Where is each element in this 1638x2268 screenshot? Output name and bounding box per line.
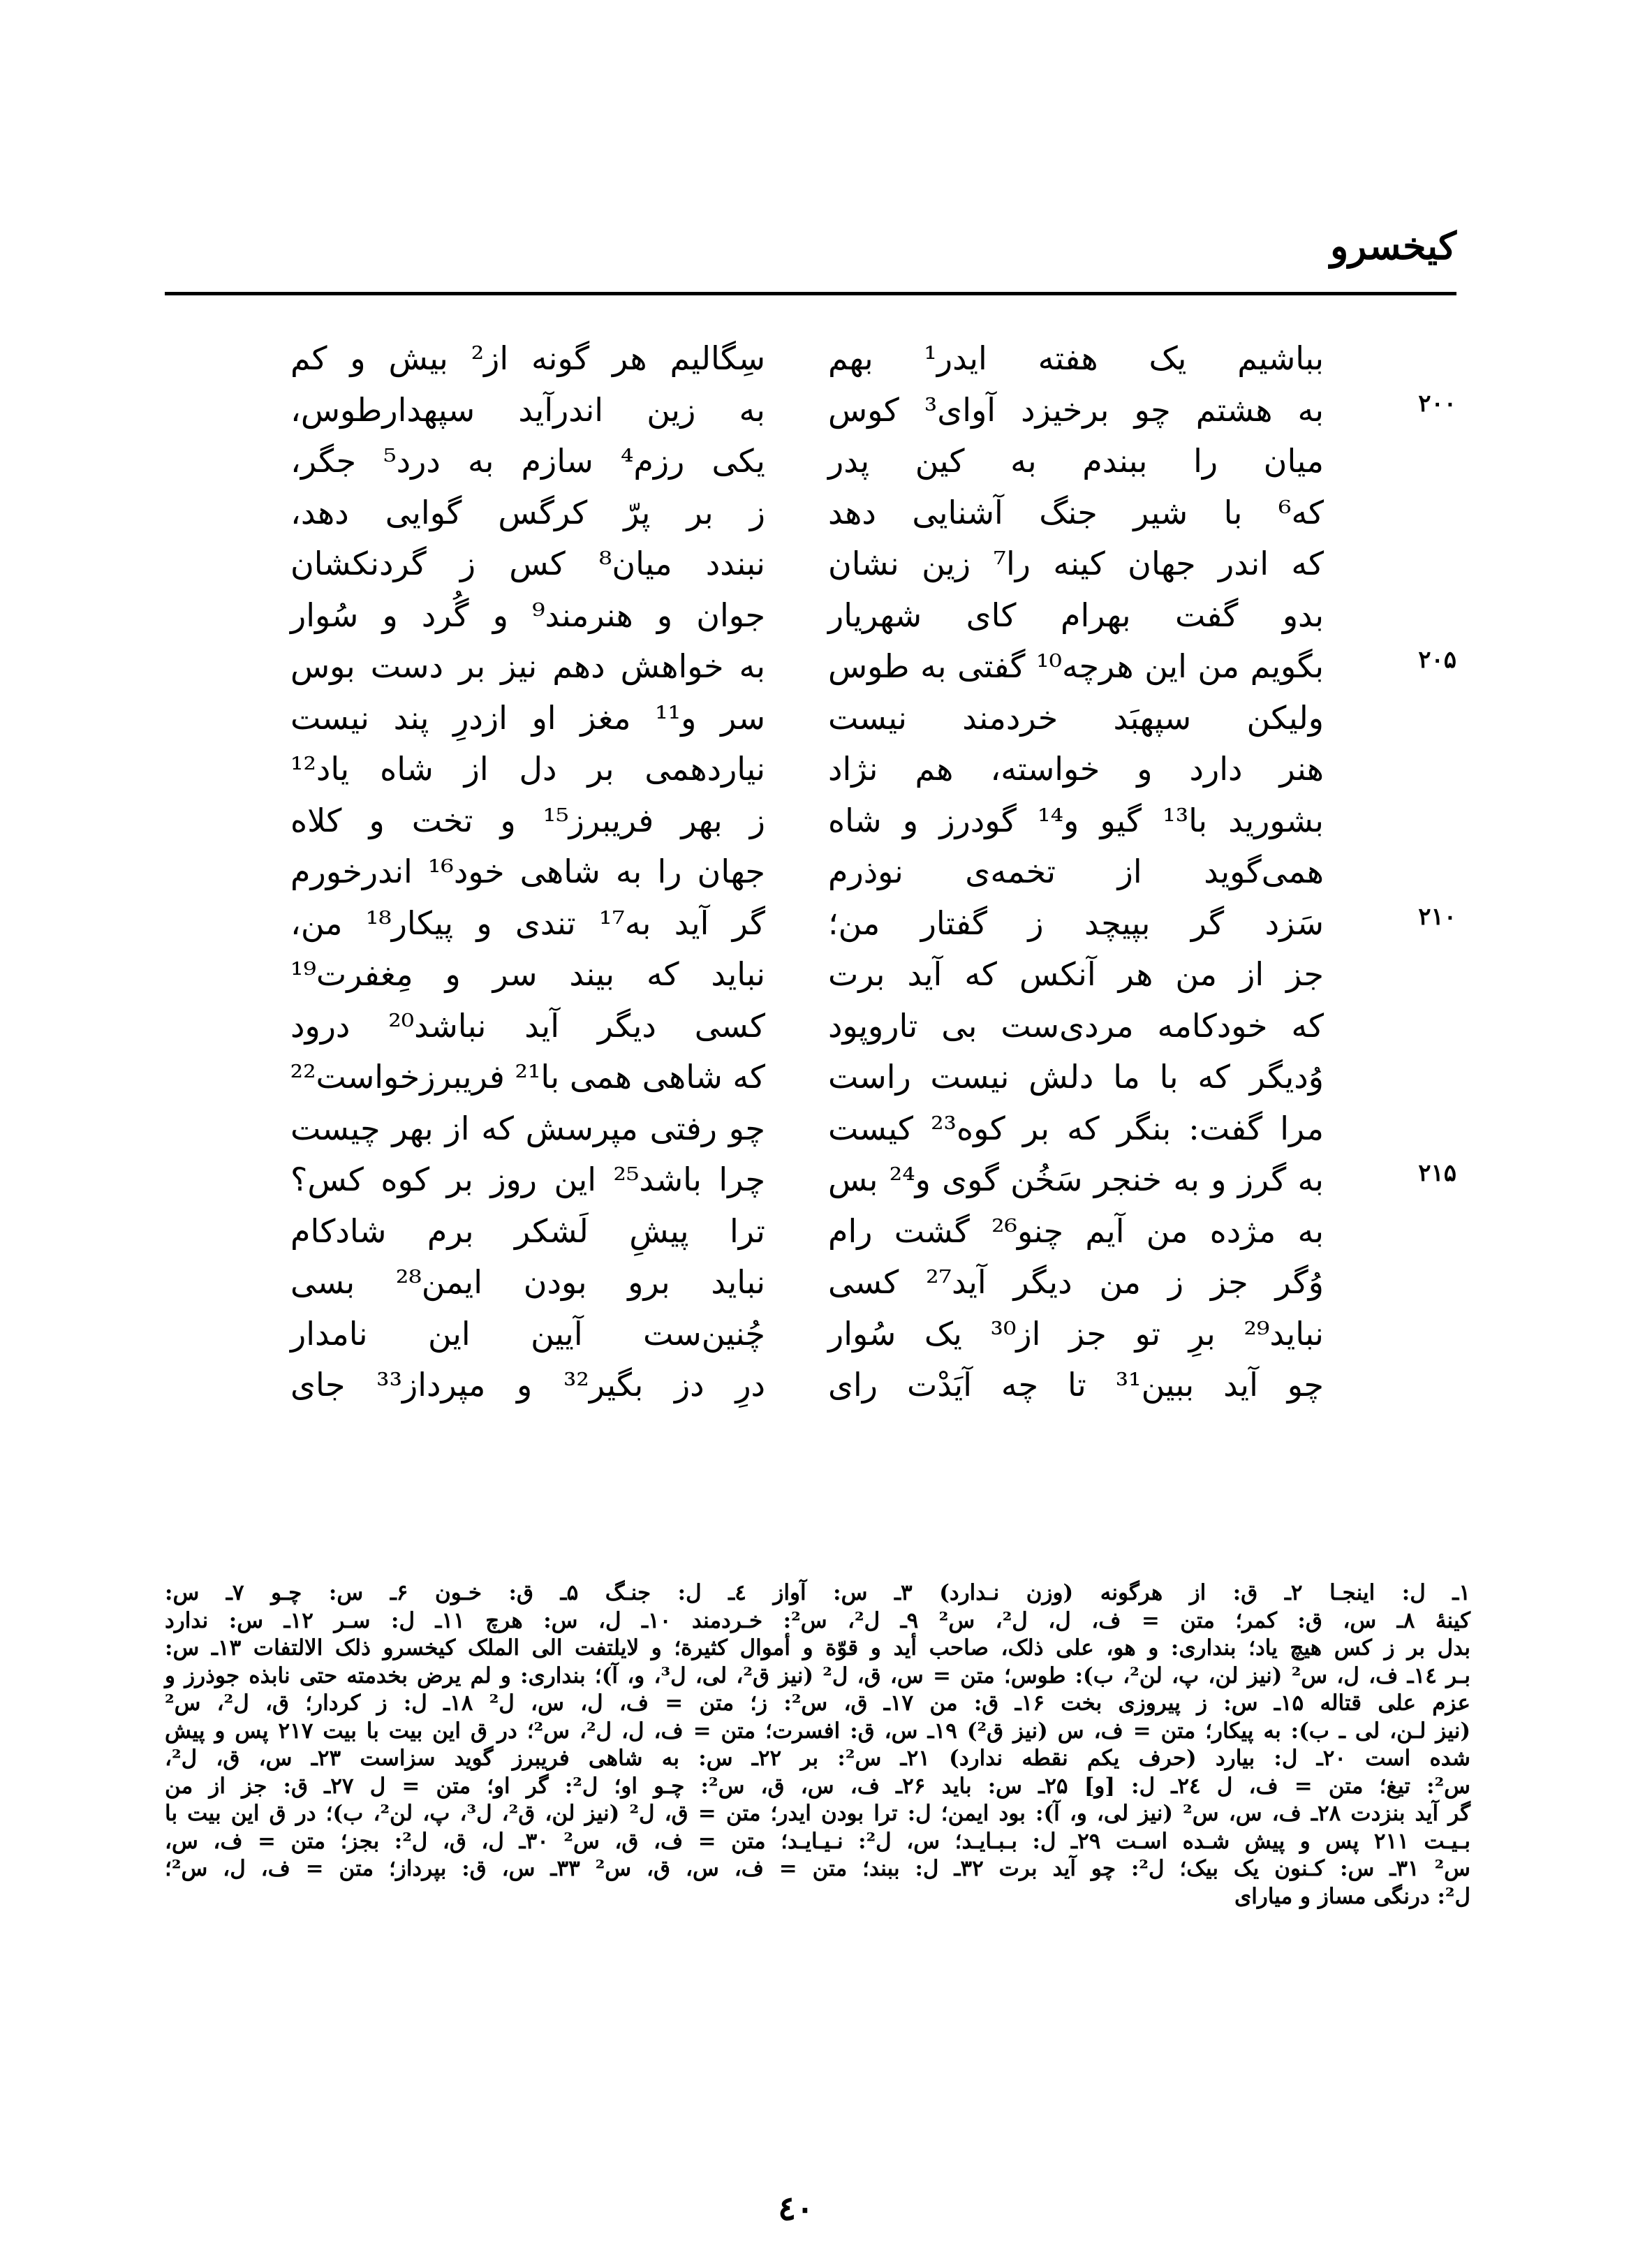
footnote-line: کینهٔ ۸ـ س، ق: کمر؛ متن = ف، ل، ل²، س² ۹ـ ل²، س²: خـردمند ۱۰ـ ل، س: هرچ ۱۱ـ ل: سـر ۱۲ـ س: ندارد [165,1607,1470,1633]
first-hemistich: که⁶ با شیر جنگ آشنایی دهد [828,493,1324,531]
couplet [165,744,1456,796]
couplet [165,1360,1456,1412]
couplet [165,899,1456,950]
couplet [165,334,1456,385]
first-hemistich: بدو گفت بهرام کای شهریار [828,596,1324,634]
verse-number: ۲۱۰ [1418,902,1456,931]
couplet [165,693,1456,745]
verse-number: ۲۰۰ [1418,389,1456,418]
second-hemistich: نباید که بیند سر و مِغفرت¹⁹ [290,955,765,993]
second-hemistich: به خواهش دهم نیز بر دست بوس [290,647,765,685]
couplet [165,1155,1456,1207]
header-rule [165,292,1456,295]
footnote-line: گر آید بنزدت ۲۸ـ ف، س، س² (نیز لی، و، آ): بود ایمن؛ ل: ترا بودن ایدر؛ متن = ق، ل² (نیز لن، ق²، ل³، پ، لن²، ب)؛ در ق این بیت با [165,1801,1471,1826]
couplet [165,642,1456,693]
footnote-line: عزم علی قتاله ۱۵ـ س: ز پیروزی بخت ۱۶ـ ق: من ۱۷ـ ق، س²: ز؛ متن = ف، ل، س، ل² ۱۸ـ ل: ز کردار؛ ق، ل²، س² [165,1691,1470,1716]
first-hemistich: سَزد گر بپیچد ز گفتار من؛ [828,904,1324,942]
second-hemistich: که شاهی همی با²¹ فریبرزخواست²² [290,1058,765,1096]
verse-number: ۲۱۵ [1418,1159,1456,1187]
footnote-line: ۱ـ ل: اینجـا ۲ـ ق: از هرگونه (وزن نـدارد) ۳ـ س: آواز ٤ـ ل: جنـگ ۵ـ ق: خـون ۶ـ س: چـو ۷ـ س: [165,1580,1470,1605]
first-hemistich: وُگر جز ز من دیگر آید²⁷ کسی [828,1263,1324,1301]
second-hemistich: یکی رزم⁴ سازم به درد⁵ جگر، [290,442,765,480]
second-hemistich: نیاردهمی بر دل از شاه یاد¹² [290,750,765,788]
first-hemistich: به هشتم چو برخیزد آوای³ کوس [828,390,1324,429]
couplet [165,1258,1456,1309]
second-hemistich: ز بر پرّ کرگس گوایی دهد، [290,493,765,531]
couplet [165,1309,1456,1361]
verse-number: ۲۰۵ [1418,646,1456,674]
first-hemistich: که خودکامه مردی‌ست بی تاروپود [828,1006,1324,1045]
footnotes [165,1580,1470,1910]
footnote-line: بـر ١٤ـ ف، ل، س² (نیز لن، پ، لن²، ب): طوس؛ متن = س، ق، ل² (نیز ق²، لی، ل³، و، آ)؛ بنداری: و لم یرض بخدمته حتی نابذه جوذرز و [165,1663,1470,1688]
first-hemistich: به گرز و به خنجر سَخُن گوی و²⁴ بس [828,1161,1324,1198]
second-hemistich: درِ دز بگیر³² و مپرداز³³ جای [290,1366,766,1404]
first-hemistich: هنر دارد و خواسته، هم نژاد [828,750,1324,788]
second-hemistich: چُنین‌ست آیین این نامدار [290,1314,765,1353]
footnote-line: ل²: درنگی مساز و میارای [1234,1883,1470,1909]
couplet [165,1104,1456,1156]
couplet [165,488,1456,540]
couplet [165,796,1456,848]
first-hemistich: وُدیگر که با ما دلش نیست راست [828,1058,1324,1096]
first-hemistich: بشورید با¹³ گیو و¹⁴ گودرز و شاه [828,801,1324,839]
footnote-line: شده است ۲۰ـ ل: بیارد (حرف یکم نقطه ندارد) ۲۱ـ س²: بر ۲۲ـ س: به شاهی فریبرز گوید سزاست ۲۳ـ س، ق، ل²، [165,1746,1471,1771]
first-hemistich: نباید²⁹ برِ تو جز از³⁰ یک سُوار [828,1314,1324,1353]
couplet [165,1052,1456,1104]
couplet [165,539,1456,591]
couplet [165,847,1456,899]
first-hemistich: که اندر جهان کینه را⁷ زین نشان [828,545,1324,582]
footnote-line: بدل بر ز کس هیچ یاد؛ بنداری: و هو، علی ذلک، صاحب أید و قوّة و أموال کثیرة؛ و لایلتفت الی الملک کیخسرو ذلک الالتفات ۱۳ـ س: [165,1635,1470,1660]
first-hemistich: چو آید ببین³¹ تا چه آیَدْت رای [828,1366,1324,1404]
second-hemistich: چو رفتی مپرسش که از بهر چیست [290,1109,765,1147]
couplet [165,436,1456,488]
couplet [165,591,1456,642]
couplet [165,1001,1456,1053]
second-hemistich: به زین اندرآید سپهدارطوس، [290,390,765,429]
second-hemistich: ترا پیشِ لَشکر برم شادکام [290,1212,765,1250]
second-hemistich: نباید برو بودن ایمن²⁸ بسی [290,1263,766,1301]
second-hemistich: جهان را به شاهی خود¹⁶ اندرخورم [290,853,765,890]
first-hemistich: بگویم من این هرچه¹⁰ گفتی به طوس [828,647,1325,685]
second-hemistich: سر و¹¹ مغز او ازدرِ پند نیست [290,698,765,737]
second-hemistich: کسی دیگر آید نباشد²⁰ درود [290,1006,765,1045]
first-hemistich: بباشیم یک هفته ایدر¹ بهم [828,339,1324,377]
first-hemistich: جز از من هر آنکس که آید برت [828,955,1324,993]
running-title: کیخسرو [1330,223,1456,268]
first-hemistich: میان را ببندم به کین پدر [828,442,1324,480]
first-hemistich: به مژده من آیم چنو²⁶ گشت رام [828,1212,1324,1250]
first-hemistich: مرا گفت: بنگر که بر کوه²³ کیست [828,1109,1324,1147]
couplet [165,950,1456,1001]
page-number: ٤۰ [778,2189,814,2228]
footnote-line: س²: تیغ؛ متن = ف، ل ٢٤ـ ل: [و] ۲۵ـ س: باید ۲۶ـ ف، س، ق، س²: چـو او؛ ل²: گر او؛ متن = ل ۲۷ـ ق: جز از من [165,1773,1470,1799]
footnote-line: بـیـت ۲۱۱ پس و پیش شـده اسـت ۲۹ـ ل: بـبـایـد؛ س، ل²: نـیـایـد؛ متن = ف، ق، س² ۳۰ـ ل، ق، ل²: بجز؛ متن = ف، س، [165,1828,1470,1854]
footnote-line: س² ۳۱ـ س: کـنون یک بیک؛ ل²: چو آید برت ۳۲ـ ل: ببند؛ متن = ف، س، ق، س² ۳۳ـ س، ق: بپرداز؛ متن = ف، ل، س²؛ [165,1856,1470,1881]
second-hemistich: گر آید به¹⁷ تندی و پیکار¹⁸ من، [290,904,766,942]
first-hemistich: ولیکن سپهبَد خردمند نیست [828,698,1324,737]
footnote-line: (نیز لـن، لی ـ ب): به پیکار؛ متن = ف، س (نیز ق²) ۱۹ـ س، ق: افسرت؛ متن = ف، ل، ل²، س²؛ در ق این بیت با بیت ۲۱۷ پس و پیش [165,1718,1471,1744]
first-hemistich: همی‌گوید از تخمه‌ی نوذرم [828,853,1324,890]
second-hemistich: ز بهر فریبرز¹⁵ و تخت و کلاه [290,801,765,839]
second-hemistich: سِگالیم هر گونه از² بیش و کم [290,339,765,377]
second-hemistich: نبندد میان⁸ کس ز گردنکشان [290,545,765,582]
couplet [165,1207,1456,1258]
couplet [165,385,1456,437]
page-header [165,209,1456,300]
second-hemistich: چرا باشد²⁵ این روز بر کوه کس؟ [290,1161,765,1198]
poem-body [165,334,1456,1412]
second-hemistich: جوان و هنرمند⁹ و گُرد و سُوار [290,596,766,634]
